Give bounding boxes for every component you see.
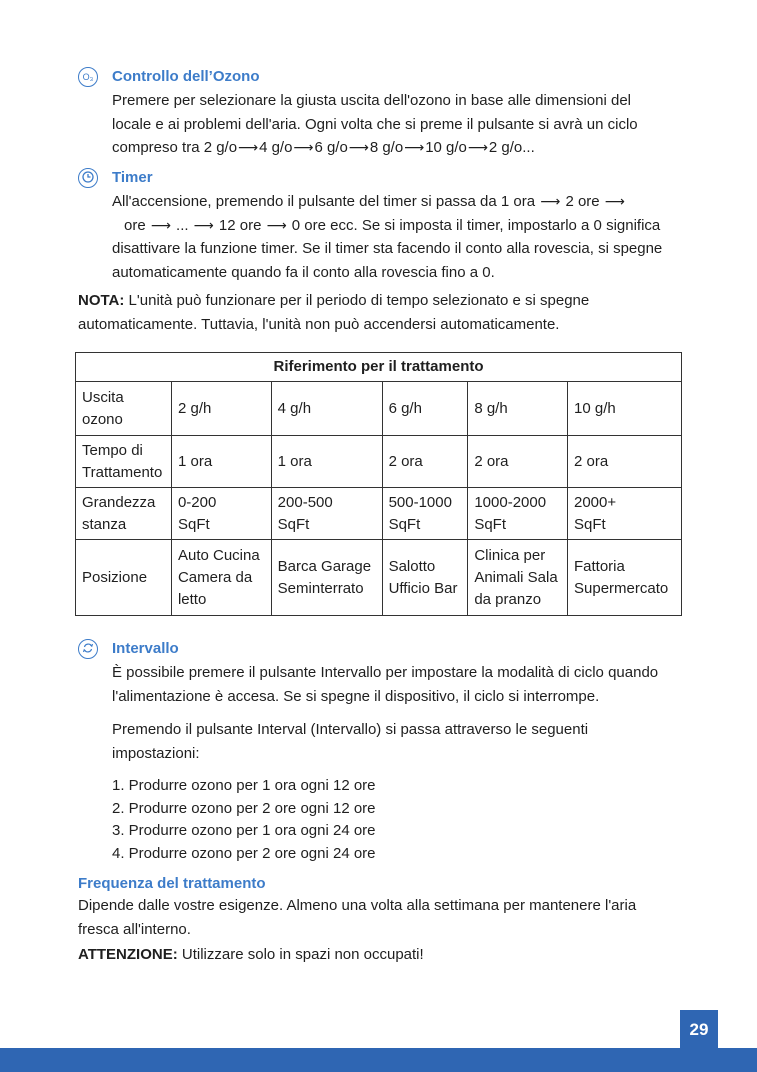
cell-line: Salotto — [388, 557, 436, 575]
cell-line: 200-500 — [277, 493, 333, 511]
timer-line-1 — [112, 190, 702, 214]
note-paragraph — [78, 289, 698, 336]
cell-line: 0-200 — [177, 493, 217, 511]
cell-line: 500-1000 — [388, 493, 452, 511]
frequency-line-2: fresca all'interno. — [78, 920, 191, 938]
cell-line: Barca Garage — [277, 557, 372, 575]
frequency-title: Frequenza del trattamento — [78, 875, 266, 892]
table-cell — [171, 540, 271, 616]
arrow-icon: ⟶ — [266, 216, 287, 233]
timer-title: Timer — [112, 169, 153, 186]
ozone-steps — [112, 136, 702, 160]
cell-line: Seminterrato — [277, 579, 364, 597]
list-item: 3. Produrre ozono per 1 ora ogni 24 ore — [112, 822, 376, 839]
interval-p1-line-1: È possibile premere il pulsante Intervallo per impostare la modalità di ciclo quando — [112, 664, 659, 681]
cell-line: Supermercato — [574, 579, 669, 597]
timer-value: ore — [124, 216, 146, 234]
interval-title: Intervallo — [112, 640, 179, 657]
row-label-line: Trattamento — [82, 463, 163, 481]
table-cell — [468, 540, 568, 616]
table-cell: 1 ora — [171, 436, 271, 488]
cell-line: SqFt — [277, 515, 310, 533]
timer-line-2-text: 0 ore ecc. Se si imposta il timer, impostarlo a 0 significa — [291, 216, 661, 234]
timer-line-4: automaticamente quando fa il conto alla rovescia fino a 0. — [112, 263, 495, 281]
ozone-step: 2 g/o... — [488, 139, 535, 156]
arrow-icon: ⟶ — [348, 139, 369, 155]
interval-body — [112, 661, 702, 865]
cell-line: Animali Sala — [474, 568, 558, 586]
treatment-reference-table — [75, 352, 682, 616]
row-label-line: ozono — [82, 410, 123, 428]
table-cell: 2 ora — [382, 436, 468, 488]
cell-line: Auto Cucina — [177, 546, 260, 564]
table-row — [76, 436, 682, 488]
interval-p1-line-2: l'alimentazione è accesa. Se si spegne il dispositivo, il ciclo si interrompe. — [112, 687, 600, 705]
table-cell: 1 ora — [271, 436, 382, 488]
arrow-icon: ⟶ — [193, 216, 214, 233]
table-cell — [382, 488, 468, 540]
table-cell: 8 g/h — [468, 382, 568, 436]
timer-value: 12 ore — [218, 216, 262, 234]
table-cell: 6 g/h — [382, 382, 468, 436]
row-label-line: Tempo di — [82, 441, 143, 459]
ozone-section — [78, 67, 698, 157]
row-label — [76, 436, 172, 488]
interval-settings-list — [112, 775, 702, 865]
cell-line: SqFt — [474, 515, 507, 533]
ozone-line-2: locale e ai problemi dell'aria. Ogni volta che si preme il pulsante si avrà un ciclo — [112, 115, 638, 133]
row-label-line: Grandezza — [82, 493, 156, 511]
arrow-icon: ⟶ — [404, 139, 425, 155]
table-cell — [382, 540, 468, 616]
row-label: Posizione — [76, 540, 172, 616]
cycle-icon — [78, 639, 98, 659]
ozone-line-1: Premere per selezionare la giusta uscita dell'ozono in base alle dimensioni del — [112, 92, 631, 109]
warning-text: Utilizzare solo in spazi non occupati! — [177, 946, 424, 963]
arrow-icon: ⟶ — [540, 193, 561, 209]
note-label: NOTA: — [78, 292, 125, 309]
table-cell: 2 ora — [468, 436, 568, 488]
table-cell: 2 ora — [568, 436, 682, 488]
frequency-line-1: Dipende dalle vostre esigenze. Almeno una volta alla settimana per mantenere l'aria — [78, 897, 637, 914]
table-cell — [271, 540, 382, 616]
row-label-line: stanza — [82, 515, 127, 533]
arrow-icon: ⟶ — [150, 216, 171, 233]
list-item: 4. Produrre ozono per 2 ore ogni 24 ore — [112, 844, 376, 862]
cell-line: 2000+ — [574, 493, 617, 511]
frequency-paragraph — [78, 894, 698, 941]
interval-p2-line-1: Premendo il pulsante Interval (Intervallo) si passa attraverso le seguenti — [112, 721, 589, 738]
note-text-1: L'unità può funzionare per il periodo di tempo selezionato e si spegne — [124, 292, 590, 309]
clock-icon — [78, 168, 98, 188]
cell-line: SqFt — [574, 515, 606, 533]
footer-bar — [0, 1048, 757, 1072]
table-cell — [568, 488, 682, 540]
list-item: 1. Produrre ozono per 1 ora ogni 12 ore — [112, 777, 376, 794]
row-label — [76, 488, 172, 540]
ozone-step: 10 g/o — [425, 139, 467, 156]
table-row — [76, 540, 682, 616]
timer-line-2 — [112, 214, 702, 238]
arrow-icon: ⟶ — [293, 139, 314, 155]
ozone-step: 6 g/o — [314, 139, 348, 156]
timer-value: 2 ore — [565, 193, 600, 210]
row-label — [76, 382, 172, 436]
interval-p2-line-2: impostazioni: — [112, 744, 200, 762]
cell-line: Fattoria — [574, 557, 625, 575]
arrow-icon: ⟶ — [604, 193, 625, 209]
ozone-step: 4 g/o — [259, 139, 293, 156]
table-cell — [271, 488, 382, 540]
ozone-title: Controllo dell’Ozono — [112, 68, 260, 85]
table-cell: 10 g/h — [568, 382, 682, 436]
table-title: Riferimento per il trattamento — [76, 353, 682, 382]
ozone-body — [112, 89, 702, 160]
note-line-2: automaticamente. Tuttavia, l'unità non può accendersi automaticamente. — [78, 315, 560, 333]
cell-line: SqFt — [177, 515, 210, 533]
timer-ellipsis: ... — [176, 216, 189, 234]
timer-line-1-text: All'accensione, premendo il pulsante del timer si passa da 1 ora — [112, 193, 536, 210]
cell-line: Clinica per — [474, 546, 546, 564]
ozone-icon: O₃ — [78, 67, 98, 87]
cell-line: SqFt — [388, 515, 421, 533]
table-row — [76, 488, 682, 540]
timer-body — [112, 190, 702, 284]
cell-line: Camera da — [177, 568, 253, 586]
cell-line: Ufficio Bar — [388, 579, 458, 597]
cell-line: 1000-2000 — [474, 493, 547, 511]
table-cell — [568, 540, 682, 616]
warning-paragraph — [78, 943, 698, 967]
ozone-steps-prefix: compreso tra 2 g/o — [112, 139, 238, 156]
note-line-1 — [78, 289, 698, 313]
row-label-line: Uscita — [82, 388, 124, 406]
page-number: 29 — [680, 1010, 718, 1048]
cell-line: letto — [177, 590, 207, 608]
cell-line: da pranzo — [474, 590, 542, 608]
table-cell — [171, 488, 271, 540]
list-item: 2. Produrre ozono per 2 ore ogni 12 ore — [112, 799, 376, 817]
timer-section — [78, 168, 698, 281]
table-header-row — [76, 353, 682, 382]
table-cell: 2 g/h — [171, 382, 271, 436]
ozone-step: 8 g/o — [369, 139, 404, 156]
table-cell — [468, 488, 568, 540]
table-row — [76, 382, 682, 436]
arrow-icon: ⟶ — [238, 139, 259, 155]
interval-section — [78, 639, 698, 869]
table-cell: 4 g/h — [271, 382, 382, 436]
warning-label: ATTENZIONE: — [78, 946, 178, 963]
timer-line-3: disattivare la funzione timer. Se il timer sta facendo il conto alla rovescia, si spegne — [112, 240, 663, 257]
arrow-icon: ⟶ — [467, 139, 488, 155]
